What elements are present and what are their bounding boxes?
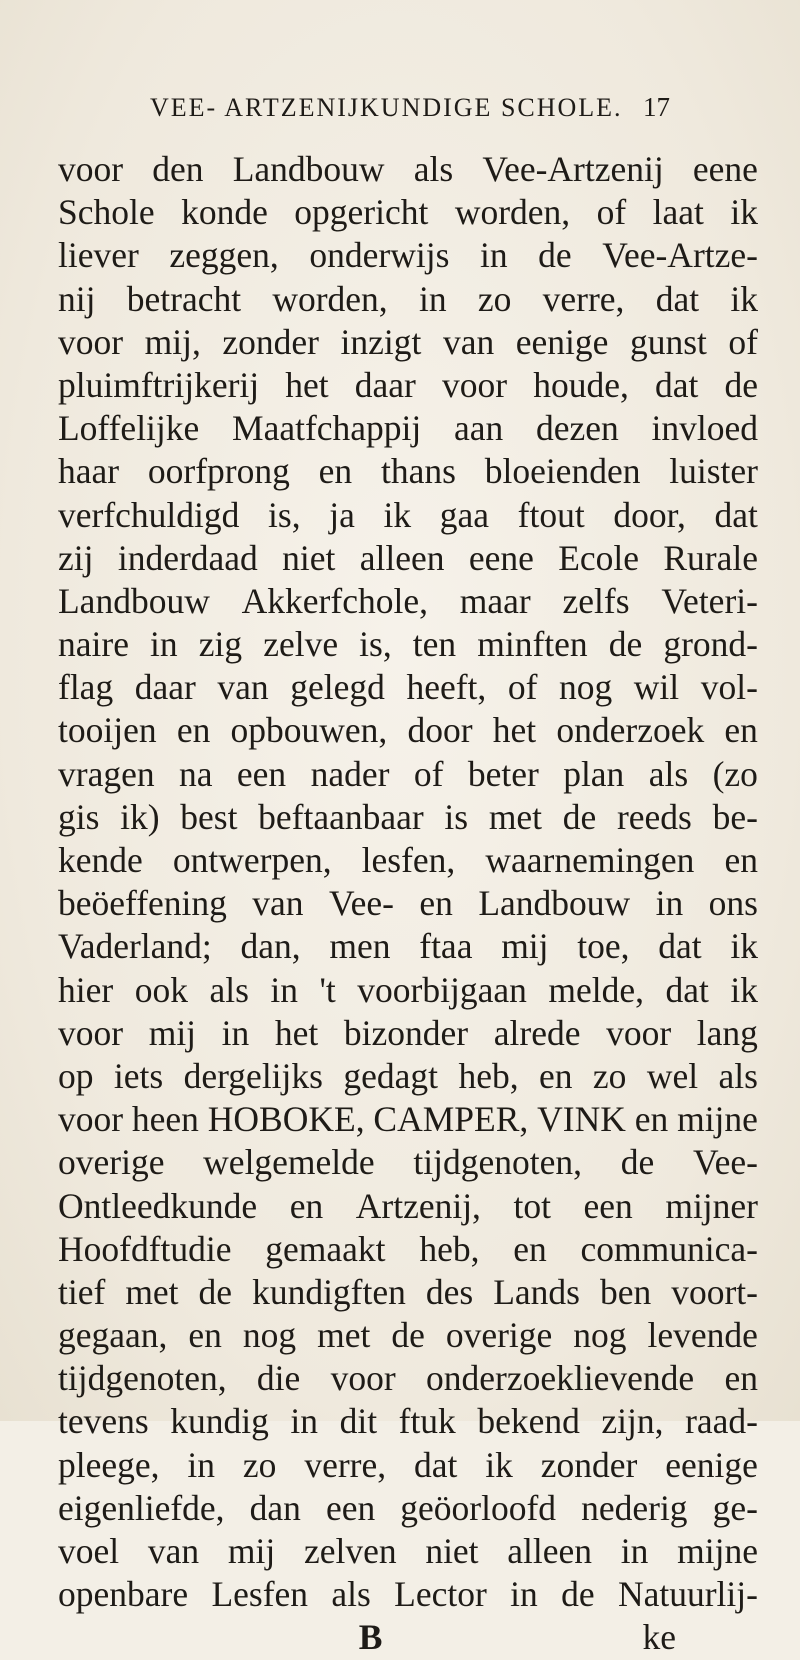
text-line: gis ik) best beftaanbaar is met de reeds be-	[58, 796, 758, 837]
text-line: Ontleedkunde en Artzenij, tot een mijner	[58, 1185, 758, 1226]
catchline	[58, 1616, 758, 1659]
text-line: tevens kundig in dit ftuk bekend zijn, raad-	[58, 1401, 758, 1442]
text-line: naire in zig zelve is, ten minften de grond-	[58, 624, 758, 665]
text-line: voel van mij zelven niet alleen in mijne	[58, 1531, 758, 1571]
text-line: voor heen HOBOKE, CAMPER, VINK en mijne	[58, 1099, 758, 1140]
text-line: hier ook als in 't voorbijgaan melde, dat ik	[58, 969, 758, 1010]
text-line: zij inderdaad niet alleen eene Ecole Rurale	[58, 537, 758, 578]
text-line: Loffelijke Maatfchappij aan dezen invloed	[58, 408, 758, 449]
page-number: 17	[643, 92, 670, 122]
text-line: Vaderland; dan, men ftaa mij toe, dat ik	[58, 926, 758, 967]
signature-mark: B	[358, 1617, 383, 1658]
text-line: flag daar van gelegd heeft, of nog wil vol-	[58, 667, 758, 708]
catchword: ke	[642, 1617, 676, 1658]
running-head	[150, 92, 670, 123]
text-line: eigenliefde, dan een geöorloofd nederig ge-	[58, 1487, 758, 1528]
text-line: haar oorfprong en thans bloeienden luister	[58, 451, 758, 492]
text-line: pluimftrijkerij het daar voor houde, dat de	[58, 364, 758, 405]
text-line: beöeffening van Vee- en Landbouw in ons	[58, 883, 758, 924]
text-line: Schole konde opgericht worden, of laat ik	[58, 192, 758, 233]
text-line: liever zeggen, onderwijs in de Vee-Artze-	[58, 235, 758, 276]
text-line: pleege, in zo verre, dat ik zonder eenige	[58, 1444, 758, 1485]
text-line: gegaan, en nog met de overige nog levende	[58, 1315, 758, 1356]
body-text	[58, 148, 758, 1660]
text-line: Landbouw Akkerfchole, maar zelfs Veteri-	[58, 580, 758, 621]
text-line: kende ontwerpen, lesfen, waarnemingen en	[58, 840, 758, 880]
text-line: voor den Landbouw als Vee-Artzenij eene	[58, 149, 758, 189]
running-head-title: VEE- ARTZENIJKUNDIGE SCHOLE.	[150, 93, 623, 122]
text-line: voor mij, zonder inzigt van eenige gunst of	[58, 321, 758, 362]
text-line: overige welgemelde tijdgenoten, de Vee-	[58, 1142, 758, 1183]
text-line: openbare Lesfen als Lector in de Natuurlij-	[58, 1574, 758, 1615]
text-line: op iets dergelijks gedagt heb, en zo wel als	[58, 1055, 758, 1096]
text-line: tief met de kundigften des Lands ben voort-	[58, 1271, 758, 1312]
text-line: Hoofdftudie gemaakt heb, en communica-	[58, 1228, 758, 1269]
text-line: vragen na een nader of beter plan als (zo	[58, 753, 758, 794]
text-line: nij betracht worden, in zo verre, dat ik	[58, 278, 758, 319]
text-line: voor mij in het bizonder alrede voor lang	[58, 1012, 758, 1053]
text-line: verfchuldigd is, ja ik gaa ftout door, dat	[58, 494, 758, 535]
text-line: tooijen en opbouwen, door het onderzoek en	[58, 710, 758, 751]
text-line: tijdgenoten, die voor onderzoeklievende en	[58, 1358, 758, 1399]
